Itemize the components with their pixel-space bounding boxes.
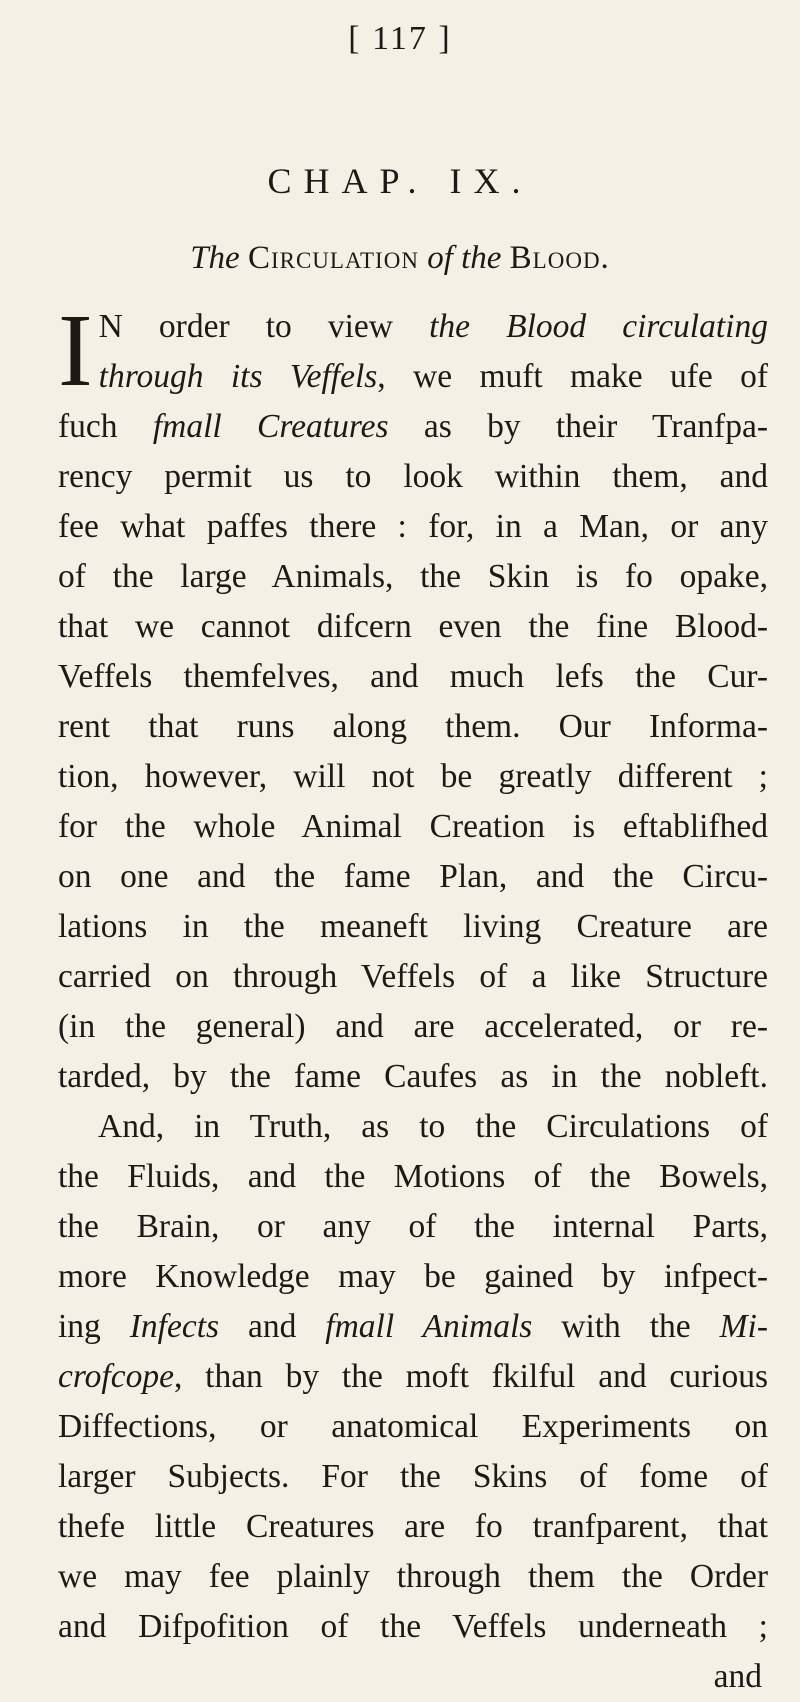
text-line: [99, 352, 768, 402]
text-line: larger Subjects. For the Skins of fome of: [58, 1458, 768, 1495]
text-line: rent that runs along them. Our Informa-: [58, 708, 768, 745]
text-line: rency permit us to look within them, and: [58, 458, 768, 495]
text-span-italic: through its Veffels: [98, 358, 378, 395]
text-span: with the: [532, 1308, 720, 1345]
text-line: tarded, by the fame Caufes as in the nobleft.: [58, 1058, 768, 1095]
text-span: , we muft make ufe of: [377, 358, 768, 395]
text-line: lations in the meaneft living Creature are: [58, 908, 768, 945]
text-span-italic: the Blood circulating: [429, 308, 768, 345]
text-span: N order to view: [98, 308, 430, 345]
text-line: fee what paffes there : for, in a Man, or any: [58, 508, 768, 545]
text-line: [99, 302, 768, 352]
text-span-italic: crofcope: [58, 1358, 174, 1395]
chapter-title: [0, 240, 800, 277]
text-span-italic: fmall Creatures: [152, 408, 389, 445]
text-line: (in the general) and are accelerated, or re-: [58, 1008, 768, 1045]
text-line: carried on through Veffels of a like Structure: [58, 958, 768, 995]
text-line: thefe little Creatures are fo tranfparent, that: [58, 1508, 768, 1545]
chapter-title-word1: Circulation: [247, 240, 419, 276]
text-line: [58, 1302, 768, 1352]
text-span: and: [219, 1308, 326, 1345]
text-span: ing: [58, 1308, 130, 1345]
text-span: fuch: [58, 408, 153, 445]
text-line: more Knowledge may be gained by infpect-: [58, 1258, 768, 1295]
page-number: [ 117 ]: [348, 20, 452, 57]
drop-cap: I: [58, 293, 93, 408]
text-line: that we cannot difcern even the fine Blood-: [58, 608, 768, 645]
text-line: Diffections, or anatomical Experiments on: [58, 1408, 768, 1445]
text-span: as by their Tranfpa-: [388, 408, 768, 445]
text-line: the Brain, or any of the internal Parts,: [58, 1208, 768, 1245]
chapter-title-of-the: of the: [427, 240, 502, 276]
text-line: of the large Animals, the Skin is fo opake,: [58, 558, 768, 595]
text-span-italic: Infects: [129, 1308, 220, 1345]
text-line: for the whole Animal Creation is eftablifhed: [58, 808, 768, 845]
chapter-title-prefix: The: [190, 240, 240, 276]
text-span-italic: fmall Animals: [325, 1308, 533, 1345]
catchword: and: [713, 1658, 762, 1695]
text-line: the Fluids, and the Motions of the Bowels,: [58, 1158, 768, 1195]
text-span-italic: Mi-: [719, 1308, 768, 1345]
text-span: , than by the moft fkilful and curious: [173, 1358, 768, 1395]
text-line: And, in Truth, as to the Circulations of: [98, 1108, 768, 1145]
text-line: Veffels themfelves, and much lefs the Cur-: [58, 658, 768, 695]
text-line: we may fee plainly through them the Order: [58, 1558, 768, 1595]
text-line: tion, however, will not be greatly different ;: [58, 758, 768, 795]
chapter-heading: CHAP. IX.: [267, 161, 533, 201]
text-line: [58, 402, 768, 452]
text-line: and Difpofition of the Veffels underneath ;: [58, 1608, 768, 1645]
text-line: [58, 1352, 768, 1402]
chapter-title-word2: Blood.: [509, 240, 610, 276]
text-line: on one and the fame Plan, and the Circu-: [58, 858, 768, 895]
body-text: [58, 293, 768, 1702]
